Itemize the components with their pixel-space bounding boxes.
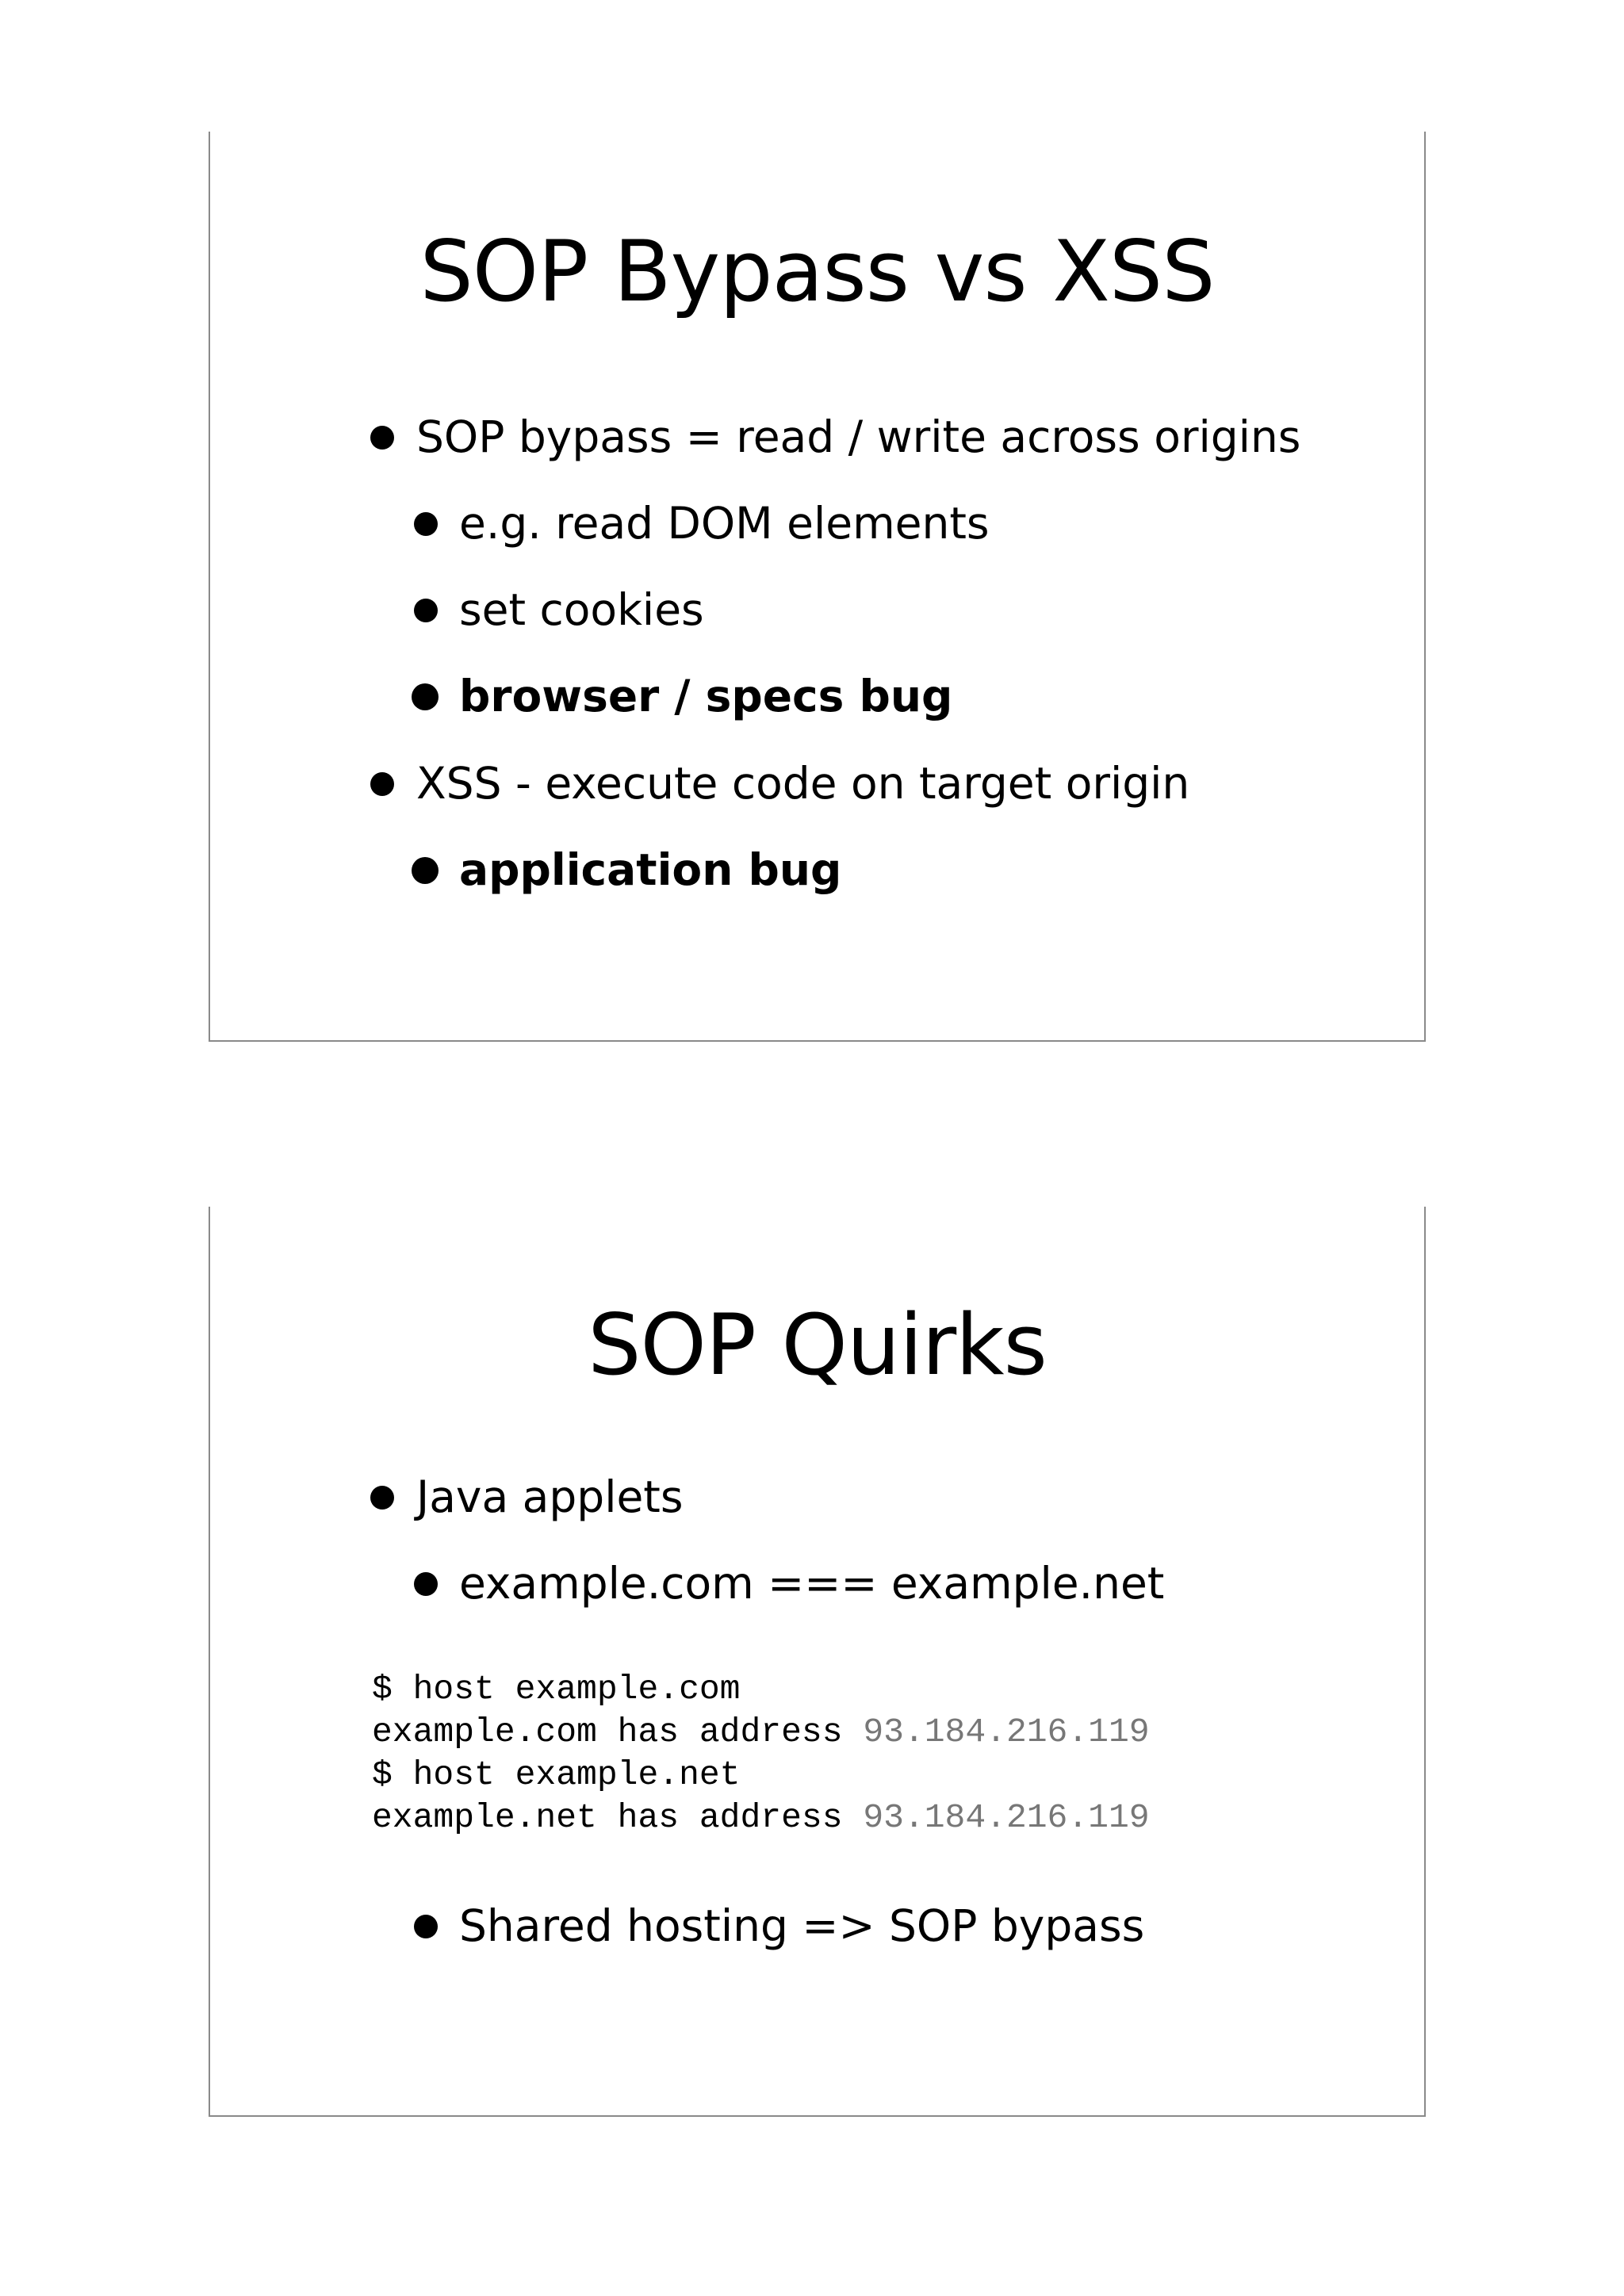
terminal-output — [372, 1668, 1150, 1839]
slide-title: SOP Bypass vs XSS — [419, 223, 1215, 320]
bullet-text: set cookies — [459, 584, 704, 635]
bullet-icon — [370, 426, 394, 450]
bullet-text: Shared hosting => SOP bypass — [459, 1900, 1145, 1951]
sub-bullet-item — [459, 584, 704, 635]
code-line: $ host example.com — [372, 1670, 741, 1709]
sub-bullet-item — [459, 844, 842, 895]
bullet-text: example.com === example.net — [459, 1558, 1165, 1609]
code-line: $ host example.net — [372, 1755, 741, 1794]
bullet-icon — [370, 772, 394, 796]
bullet-text: Java applets — [416, 1471, 684, 1522]
bullet-text: browser / specs bug — [459, 671, 953, 721]
bullet-icon — [370, 1486, 394, 1510]
ip-address: 93.184.216.119 — [863, 1798, 1150, 1837]
sub-bullet-item — [459, 498, 990, 549]
bullet-icon — [412, 683, 439, 710]
code-line: example.com has address — [372, 1712, 864, 1751]
bullet-item — [416, 758, 1190, 809]
bullet-text: application bug — [459, 844, 842, 895]
sub-bullet-item — [459, 1900, 1145, 1951]
sub-bullet-item — [459, 1558, 1165, 1609]
bullet-icon — [414, 1915, 438, 1938]
slide-sop-quirks — [209, 1207, 1426, 2117]
slide-sop-bypass-vs-xss — [209, 132, 1426, 1042]
bullet-item — [416, 1471, 684, 1522]
bullet-icon — [414, 599, 438, 622]
bullet-text: XSS - execute code on target origin — [416, 758, 1190, 809]
slide-title: SOP Quirks — [588, 1296, 1047, 1394]
sub-bullet-item — [459, 671, 953, 721]
bullet-text: SOP bypass = read / write across origins — [416, 411, 1301, 462]
bullet-item — [416, 411, 1301, 462]
bullet-icon — [412, 857, 439, 884]
bullet-icon — [414, 1572, 438, 1596]
bullet-icon — [414, 512, 438, 536]
code-line: example.net has address — [372, 1798, 864, 1837]
ip-address: 93.184.216.119 — [863, 1712, 1150, 1751]
bullet-text: e.g. read DOM elements — [459, 498, 990, 549]
